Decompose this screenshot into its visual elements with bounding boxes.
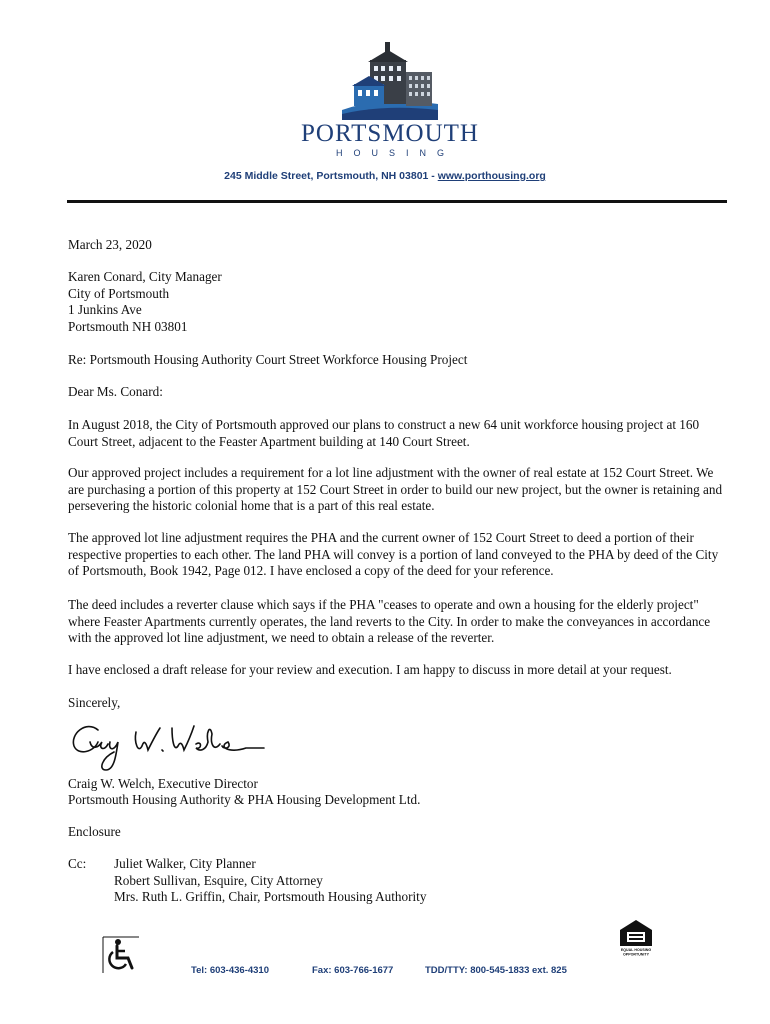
letter-paragraph: In August 2018, the City of Portsmouth approved our plans to construct a new 64 unit workforce housing project at 160 Court Street, adjacent to the Feaster Apartment building at 140 Court Street. [68,417,700,449]
svg-text:EQUAL HOUSING: EQUAL HOUSING [620,948,652,952]
cc-recipient: Juliet Walker, City Planner [114,856,256,871]
cc-recipient: Robert Sullivan, Esquire, City Attorney [114,872,323,888]
letter-paragraph: The deed includes a reverter clause which says if the PHA "ceases to operate and own a housing for the elderly project" where Feaster Apartments currently operates, the land reverts to the City. In order to make the conveyances in accordance with the approved lot line adjustment, we need to obtain a release of the reverter. [68,597,711,645]
recipient-line: Portsmouth NH 03801 [68,318,188,334]
footer-fax: Fax: 603-766-1677 [312,965,394,976]
handwritten-signature-icon [68,712,268,774]
recipient-line: 1 Junkins Ave [68,302,142,317]
header-divider [67,200,727,203]
signer-name: Craig W. Welch, Executive Director [68,776,258,791]
letterhead-address-line [0,170,770,182]
signer-organization: Portsmouth Housing Authority & PHA Housing Development Ltd. [68,792,421,807]
org-subtitle: HOUSING [335,148,455,158]
cc-list [114,856,426,906]
letter-salutation: Dear Ms. Conard: [68,384,163,399]
recipient-line: City of Portsmouth [68,285,170,301]
building-illustration-icon [340,38,440,120]
footer-tdd: TDD/TTY: 800-545-1833 ext. 825 [425,965,567,976]
cc-recipient: Mrs. Ruth L. Griffin, Chair, Portsmouth Housing Authority [114,889,427,904]
letter-paragraph: I have enclosed a draft release for your review and execution. I am happy to discuss in more detail at your request. [68,662,672,677]
letter-paragraph: Our approved project includes a requirement for a lot line adjustment with the owner of real estate at 152 Court Street. We are purchasing a portion of this property at 152 Court Street in order to build our new project, but the owner is retaining and persevering the historic colonial home that is a part of this real estate. [68,465,723,513]
website-link[interactable]: www.porthousing.org [437,170,546,182]
letterhead-address: 245 Middle Street, Portsmouth, NH 03801 - [224,170,438,182]
letter-date: March 23, 2020 [68,237,152,252]
svg-text:OPPORTUNITY: OPPORTUNITY [623,952,649,957]
equal-housing-opportunity-icon [616,918,656,958]
cc-label: Cc: [68,856,87,871]
letterhead-logo [300,38,480,163]
letter-paragraph: The approved lot line adjustment requires the PHA and the current owner of 152 Court Street to deed a portion of their respective properties to each other. The land PHA will convey is a portion of land conveyed to the PHA by deed of the City of Portsmouth, Book 1942, Page 012. I have enclosed a copy of the deed for your reference. [68,530,719,578]
footer-telephone: Tel: 603-436-4310 [191,965,269,976]
enclosure-note: Enclosure [68,824,121,839]
org-name: PORTSMOUTH [301,120,479,147]
letter-closing: Sincerely, [68,695,121,710]
wheelchair-accessible-icon [102,936,140,974]
letter-subject: Re: Portsmouth Housing Authority Court Street Workforce Housing Project [68,352,468,367]
recipient-line: Karen Conard, City Manager [68,269,222,284]
recipient-block [68,269,728,335]
